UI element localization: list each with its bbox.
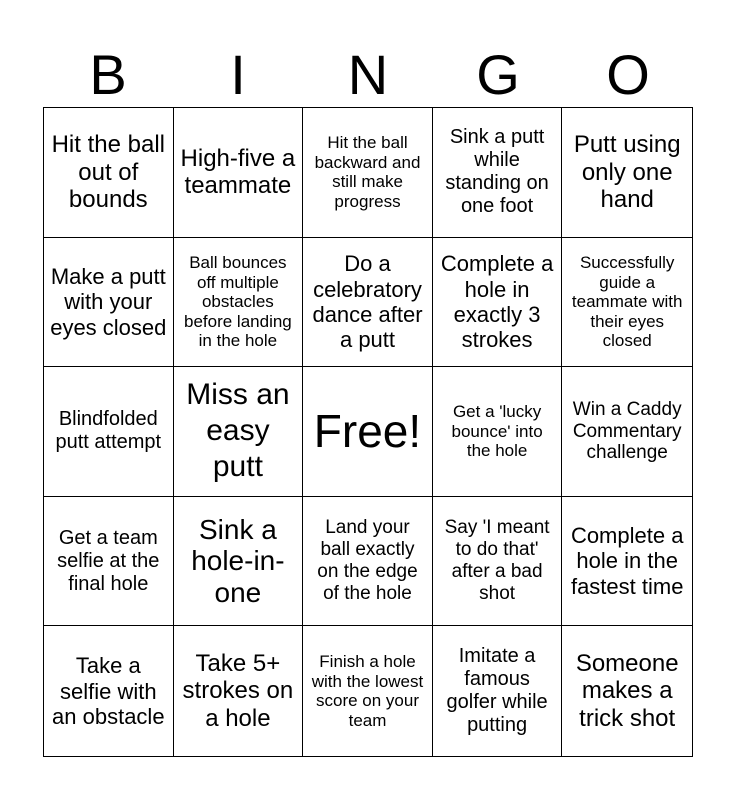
bingo-cell-r3c1[interactable]: Blindfolded putt attempt (44, 367, 174, 497)
header-letter-g: G (476, 43, 520, 106)
bingo-cell-r5c3[interactable]: Finish a hole with the lowest score on your team (303, 626, 433, 756)
bingo-cell-r5c1[interactable]: Take a selfie with an obstacle (44, 626, 174, 756)
bingo-cell-r1c4[interactable]: Sink a putt while standing on one foot (433, 108, 563, 238)
bingo-cell-r2c1[interactable]: Make a putt with your eyes closed (44, 238, 174, 368)
bingo-cell-r1c1[interactable]: Hit the ball out of bounds (44, 108, 174, 238)
bingo-header (43, 44, 693, 106)
bingo-cell-r4c1[interactable]: Get a team selfie at the final hole (44, 497, 174, 627)
bingo-board (43, 107, 693, 757)
bingo-cell-r2c2[interactable]: Ball bounces off multiple obstacles before landing in the hole (174, 238, 304, 368)
bingo-cell-r5c5[interactable]: Someone makes a trick shot (575, 649, 679, 732)
bingo-cell-r3c2[interactable]: Miss an easy putt (174, 367, 304, 497)
bingo-cell-r5c4[interactable]: Imitate a famous golfer while putting (433, 626, 563, 756)
bingo-cell-r4c2[interactable]: Sink a hole-in-one (174, 497, 304, 627)
bingo-cell-free[interactable]: Free! (303, 367, 433, 497)
bingo-cell-r4c4[interactable]: Say 'I meant to do that' after a bad shot (433, 497, 563, 627)
bingo-cell-r4c3[interactable]: Land your ball exactly on the edge of the hole (303, 497, 433, 627)
bingo-cell-r2c3[interactable]: Do a celebratory dance after a putt (303, 238, 433, 368)
bingo-cell-r2c5[interactable]: Successfully guide a teammate with their eyes closed (562, 238, 692, 368)
header-letter-n: N (347, 43, 389, 106)
bingo-cell-r5c2[interactable]: Take 5+ strokes on a hole (174, 626, 304, 756)
header-letter-b: B (89, 43, 127, 106)
header-letter-i: I (230, 43, 246, 106)
bingo-cell-r3c5[interactable]: Win a Caddy Commentary challenge (562, 367, 692, 497)
bingo-cell-r2c4[interactable]: Complete a hole in exactly 3 strokes (433, 238, 563, 368)
bingo-cell-r4c5[interactable]: Complete a hole in the fastest time (562, 497, 692, 627)
header-letter-o: O (606, 43, 650, 106)
bingo-cell-r3c4[interactable]: Get a 'lucky bounce' into the hole (433, 367, 563, 497)
bingo-cell-r1c5[interactable]: Putt using only one hand (562, 108, 692, 238)
bingo-cell-r1c3[interactable]: Hit the ball backward and still make progress (303, 108, 433, 238)
bingo-cell-r1c2[interactable]: High-five a teammate (174, 108, 304, 238)
